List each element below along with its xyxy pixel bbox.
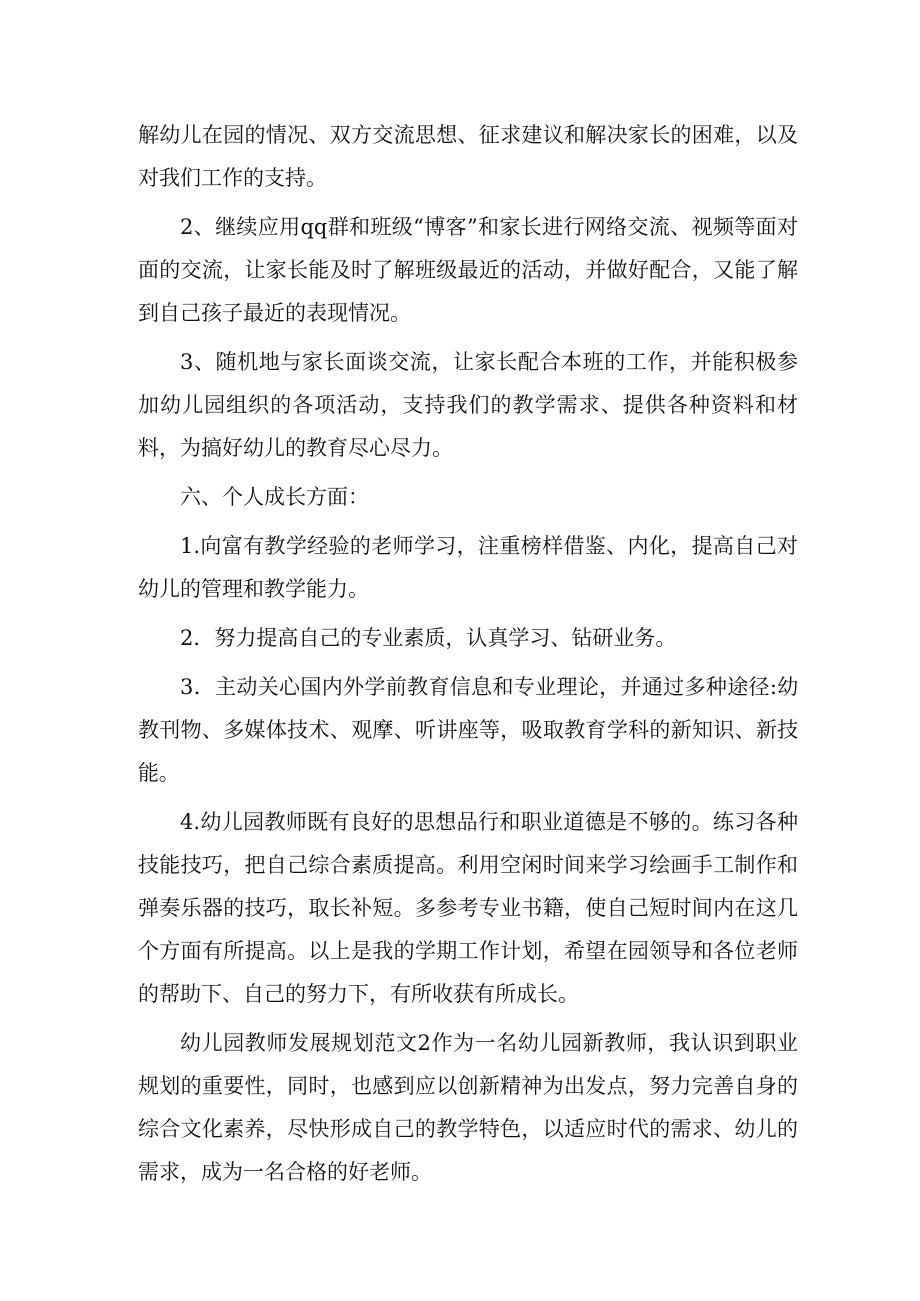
paragraph-sample-2-intro: 幼儿园教师发展规划范文2作为一名幼儿园新教师，我认识到职业规划的重要性，同时，也感到应以创新精神为出发点，努力完善自身的综合文化素养，尽快形成自己的教学特色，以适应时代的需求、幼儿的需求，成为一名合格的好老师。 — [138, 1031, 798, 1184]
paragraph-continuation: 解幼儿在园的情况、双方交流思想、征求建议和解决家长的困难，以及对我们工作的支持。 — [138, 123, 798, 190]
document-body — [138, 114, 798, 1200]
paragraph-growth-item-3: 3．主动关心国内外学前教育信息和专业理论，并通过多种途径:幼教刊物、多媒体技术、观摩、听讲座等，吸取教育学科的新知识、新技能。 — [138, 675, 798, 785]
paragraph-growth-item-1: 1.向富有教学经验的老师学习，注重榜样借鉴、内化，提高自己对幼儿的管理和教学能力。 — [138, 534, 798, 601]
paragraph-growth-item-4: 4.幼儿园教师既有良好的思想品行和职业道德是不够的。练习各种技能技巧，把自己综合素质提高。利用空闲时间来学习绘画手工制作和弹奏乐器的技巧，取长补短。多参考专业书籍，使自己短时间内在这几个方面有所提高。以上是我的学期工作计划，希望在园领导和各位老师的帮助下、自己的努力下，有所收获有所成长。 — [138, 810, 798, 1006]
paragraph-item-3-face-to-face: 3、随机地与家长面谈交流，让家长配合本班的工作，并能积极参加幼儿园组织的各项活动，支持我们的教学需求、提供各种资料和材料，为搞好幼儿的教育尽心尽力。 — [138, 350, 798, 460]
section-heading-personal-growth: 六、个人成长方面： — [180, 485, 369, 509]
paragraph-growth-item-2: 2．努力提高自己的专业素质，认真学习、钻研业务。 — [180, 626, 677, 650]
paragraph-item-2-online-communication: 2、继续应用qq群和班级“博客”和家长进行网络交流、视频等面对面的交流，让家长能及时了解班级最近的活动，并做好配合，又能了解到自己孩子最近的表现情况。 — [138, 215, 798, 325]
